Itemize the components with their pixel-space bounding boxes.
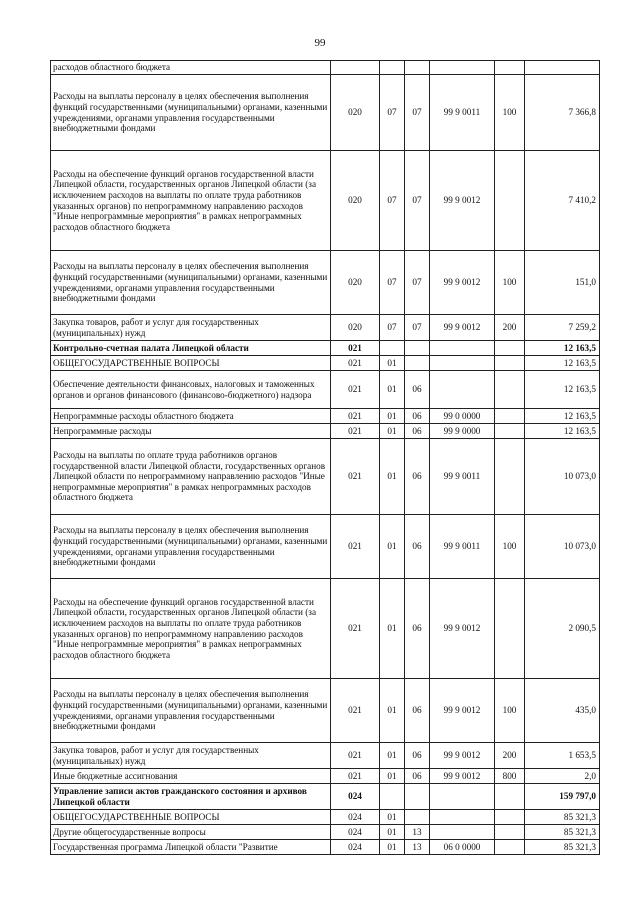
ministry-code-cell: 021 bbox=[331, 579, 380, 679]
section-code-cell: 01 bbox=[380, 579, 405, 679]
ministry-code-cell: 021 bbox=[331, 769, 380, 784]
expense-type-cell: 100 bbox=[495, 515, 525, 579]
table-row bbox=[51, 579, 600, 679]
expense-name-cell: Расходы на обеспечение функций органов государственной власти Липецкой области, государственных органов Липецкой области (за исключением расходов на выплаты по оплате труда работников указанных органов) по непрограммному направлению расходов "Иные непрограммные мероприятия" в рамках непрограммных расходов областного бюджета bbox=[51, 151, 331, 251]
subsection-code-cell: 06 bbox=[405, 769, 430, 784]
ministry-code-cell: 021 bbox=[331, 409, 380, 424]
expense-name-cell: Обеспечение деятельности финансовых, налоговых и таможенных органов и органов финансового (финансово-бюджетного) надзора bbox=[51, 371, 331, 409]
subsection-code-cell bbox=[405, 356, 430, 371]
section-code-cell: 01 bbox=[380, 424, 405, 439]
expense-name-cell: Закупка товаров, работ и услуг для государственных (муниципальных) нужд bbox=[51, 743, 331, 769]
target-article-cell: 99 9 0012 bbox=[430, 679, 495, 743]
subsection-code-cell bbox=[405, 784, 430, 810]
ministry-code-cell: 024 bbox=[331, 810, 380, 825]
subsection-code-cell: 07 bbox=[405, 75, 430, 151]
expense-name-cell: Закупка товаров, работ и услуг для государственных (муниципальных) нужд bbox=[51, 315, 331, 341]
subsection-code-cell: 06 bbox=[405, 679, 430, 743]
section-code-cell: 07 bbox=[380, 151, 405, 251]
subsection-code-cell: 06 bbox=[405, 743, 430, 769]
target-article-cell: 06 0 0000 bbox=[430, 840, 495, 855]
page-number: 99 bbox=[314, 37, 326, 49]
ministry-code-cell: 024 bbox=[331, 784, 380, 810]
target-article-cell: 99 9 0012 bbox=[430, 743, 495, 769]
ministry-code-cell: 024 bbox=[331, 840, 380, 855]
expense-name-cell: Расходы на выплаты персоналу в целях обеспечения выполнения функций государственными (муниципальными) органами, казенными учреждениями, органами управления государственными внебюджетными фондами bbox=[51, 75, 331, 151]
section-code-cell: 01 bbox=[380, 840, 405, 855]
ministry-code-cell: 021 bbox=[331, 356, 380, 371]
section-code-cell: 01 bbox=[380, 825, 405, 840]
table-row bbox=[51, 315, 600, 341]
expense-type-cell: 200 bbox=[495, 743, 525, 769]
subsection-code-cell: 06 bbox=[405, 439, 430, 515]
ministry-code-cell: 021 bbox=[331, 679, 380, 743]
target-article-cell bbox=[430, 810, 495, 825]
expense-type-cell bbox=[495, 341, 525, 356]
expense-type-cell bbox=[495, 825, 525, 840]
amount-cell: 10 073,0 bbox=[525, 439, 600, 515]
table-row bbox=[51, 75, 600, 151]
table-row bbox=[51, 679, 600, 743]
expense-type-cell bbox=[495, 784, 525, 810]
target-article-cell: 99 9 0011 bbox=[430, 515, 495, 579]
ministry-code-cell: 021 bbox=[331, 341, 380, 356]
amount-cell: 12 163,5 bbox=[525, 356, 600, 371]
target-article-cell: 99 9 0012 bbox=[430, 315, 495, 341]
target-article-cell bbox=[430, 825, 495, 840]
expense-type-cell bbox=[495, 61, 525, 75]
table-row bbox=[51, 784, 600, 810]
expense-name-cell: Контрольно-счетная палата Липецкой области bbox=[51, 341, 331, 356]
ministry-code-cell bbox=[331, 61, 380, 75]
target-article-cell: 99 0 0000 bbox=[430, 409, 495, 424]
table-body bbox=[51, 61, 600, 855]
table-row bbox=[51, 424, 600, 439]
expense-type-cell: 100 bbox=[495, 251, 525, 315]
ministry-code-cell: 021 bbox=[331, 439, 380, 515]
subsection-code-cell: 13 bbox=[405, 825, 430, 840]
subsection-code-cell: 06 bbox=[405, 515, 430, 579]
table-row bbox=[51, 743, 600, 769]
target-article-cell: 99 9 0011 bbox=[430, 75, 495, 151]
ministry-code-cell: 021 bbox=[331, 515, 380, 579]
expense-name-cell: Государственная программа Липецкой области "Развитие bbox=[51, 840, 331, 855]
subsection-code-cell bbox=[405, 810, 430, 825]
table-row bbox=[51, 515, 600, 579]
section-code-cell: 07 bbox=[380, 315, 405, 341]
section-code-cell: 01 bbox=[380, 356, 405, 371]
target-article-cell: 99 9 0000 bbox=[430, 424, 495, 439]
section-code-cell: 01 bbox=[380, 371, 405, 409]
ministry-code-cell: 021 bbox=[331, 743, 380, 769]
target-article-cell bbox=[430, 61, 495, 75]
target-article-cell: 99 9 0012 bbox=[430, 579, 495, 679]
target-article-cell bbox=[430, 356, 495, 371]
ministry-code-cell: 021 bbox=[331, 371, 380, 409]
amount-cell: 12 163,5 bbox=[525, 409, 600, 424]
section-code-cell: 01 bbox=[380, 679, 405, 743]
section-code-cell bbox=[380, 341, 405, 356]
section-code-cell bbox=[380, 61, 405, 75]
expense-type-cell: 800 bbox=[495, 769, 525, 784]
expense-type-cell bbox=[495, 424, 525, 439]
target-article-cell bbox=[430, 784, 495, 810]
expense-name-cell: ОБЩЕГОСУДАРСТВЕННЫЕ ВОПРОСЫ bbox=[51, 356, 331, 371]
amount-cell: 7 259,2 bbox=[525, 315, 600, 341]
subsection-code-cell: 06 bbox=[405, 579, 430, 679]
amount-cell: 10 073,0 bbox=[525, 515, 600, 579]
ministry-code-cell: 020 bbox=[331, 251, 380, 315]
expense-name-cell: Непрограммные расходы bbox=[51, 424, 331, 439]
table-row bbox=[51, 151, 600, 251]
subsection-code-cell: 07 bbox=[405, 315, 430, 341]
ministry-code-cell: 021 bbox=[331, 424, 380, 439]
target-article-cell: 99 9 0011 bbox=[430, 439, 495, 515]
target-article-cell bbox=[430, 371, 495, 409]
expense-type-cell: 100 bbox=[495, 679, 525, 743]
amount-cell: 85 321,3 bbox=[525, 825, 600, 840]
table-row bbox=[51, 409, 600, 424]
ministry-code-cell: 020 bbox=[331, 75, 380, 151]
table-row bbox=[51, 371, 600, 409]
table-row bbox=[51, 810, 600, 825]
section-code-cell: 01 bbox=[380, 439, 405, 515]
budget-table bbox=[50, 60, 600, 855]
section-code-cell: 01 bbox=[380, 409, 405, 424]
amount-cell: 85 321,3 bbox=[525, 840, 600, 855]
amount-cell: 2,0 bbox=[525, 769, 600, 784]
amount-cell: 159 797,0 bbox=[525, 784, 600, 810]
amount-cell: 12 163,5 bbox=[525, 371, 600, 409]
expense-type-cell bbox=[495, 439, 525, 515]
amount-cell bbox=[525, 61, 600, 75]
table-row bbox=[51, 769, 600, 784]
target-article-cell: 99 9 0012 bbox=[430, 151, 495, 251]
amount-cell: 435,0 bbox=[525, 679, 600, 743]
amount-cell: 12 163,5 bbox=[525, 424, 600, 439]
subsection-code-cell bbox=[405, 61, 430, 75]
expense-name-cell: Иные бюджетные ассигнования bbox=[51, 769, 331, 784]
expense-name-cell: Расходы на выплаты персоналу в целях обеспечения выполнения функций государственными (муниципальными) органами, казенными учреждениями, органами управления государственными внебюджетными фондами bbox=[51, 515, 331, 579]
table-row bbox=[51, 341, 600, 356]
amount-cell: 7 366,8 bbox=[525, 75, 600, 151]
expense-name-cell: Расходы на выплаты по оплате труда работников органов государственной власти Липецкой области, государственных органов Липецкой области по непрограммному направлению расходов "Иные непрограммные мероприятия" в рамках непрограммных расходов областного бюджета bbox=[51, 439, 331, 515]
amount-cell: 7 410,2 bbox=[525, 151, 600, 251]
amount-cell: 151,0 bbox=[525, 251, 600, 315]
amount-cell: 1 653,5 bbox=[525, 743, 600, 769]
expense-type-cell bbox=[495, 356, 525, 371]
amount-cell: 12 163,5 bbox=[525, 341, 600, 356]
expense-name-cell: Расходы на выплаты персоналу в целях обеспечения выполнения функций государственными (муниципальными) органами, казенными учреждениями, органами управления государственными внебюджетными фондами bbox=[51, 251, 331, 315]
expense-type-cell: 200 bbox=[495, 315, 525, 341]
section-code-cell: 01 bbox=[380, 515, 405, 579]
expense-name-cell: Расходы на выплаты персоналу в целях обеспечения выполнения функций государственными (муниципальными) органами, казенными учреждениями, органами управления государственными внебюджетными фондами bbox=[51, 679, 331, 743]
ministry-code-cell: 020 bbox=[331, 315, 380, 341]
expense-type-cell bbox=[495, 371, 525, 409]
section-code-cell: 07 bbox=[380, 251, 405, 315]
table-row bbox=[51, 251, 600, 315]
table-row bbox=[51, 825, 600, 840]
expense-name-cell: расходов областного бюджета bbox=[51, 61, 331, 75]
expense-type-cell bbox=[495, 840, 525, 855]
table-row bbox=[51, 439, 600, 515]
expense-name-cell: Непрограммные расходы областного бюджета bbox=[51, 409, 331, 424]
section-code-cell: 07 bbox=[380, 75, 405, 151]
subsection-code-cell: 06 bbox=[405, 424, 430, 439]
table-row bbox=[51, 840, 600, 855]
table-row bbox=[51, 356, 600, 371]
expense-name-cell: ОБЩЕГОСУДАРСТВЕННЫЕ ВОПРОСЫ bbox=[51, 810, 331, 825]
ministry-code-cell: 024 bbox=[331, 825, 380, 840]
section-code-cell: 01 bbox=[380, 769, 405, 784]
expense-type-cell bbox=[495, 409, 525, 424]
ministry-code-cell: 020 bbox=[331, 151, 380, 251]
subsection-code-cell: 07 bbox=[405, 251, 430, 315]
target-article-cell: 99 9 0012 bbox=[430, 769, 495, 784]
target-article-cell bbox=[430, 341, 495, 356]
subsection-code-cell: 07 bbox=[405, 151, 430, 251]
section-code-cell bbox=[380, 784, 405, 810]
section-code-cell: 01 bbox=[380, 743, 405, 769]
subsection-code-cell: 06 bbox=[405, 409, 430, 424]
expense-name-cell: Управление записи актов гражданского состояния и архивов Липецкой области bbox=[51, 784, 331, 810]
expense-type-cell bbox=[495, 810, 525, 825]
expense-type-cell bbox=[495, 579, 525, 679]
expense-type-cell bbox=[495, 151, 525, 251]
expense-type-cell: 100 bbox=[495, 75, 525, 151]
amount-cell: 85 321,3 bbox=[525, 810, 600, 825]
table-row bbox=[51, 61, 600, 75]
target-article-cell: 99 9 0012 bbox=[430, 251, 495, 315]
expense-name-cell: Другие общегосударственные вопросы bbox=[51, 825, 331, 840]
subsection-code-cell: 06 bbox=[405, 371, 430, 409]
section-code-cell: 01 bbox=[380, 810, 405, 825]
expense-name-cell: Расходы на обеспечение функций органов государственной власти Липецкой области, государственных органов Липецкой области (за исключением расходов на выплаты по оплате труда работников указанных органов) по непрограммному направлению расходов "Иные непрограммные мероприятия" в рамках непрограммных расходов областного бюджета bbox=[51, 579, 331, 679]
subsection-code-cell: 13 bbox=[405, 840, 430, 855]
subsection-code-cell bbox=[405, 341, 430, 356]
amount-cell: 2 090,5 bbox=[525, 579, 600, 679]
